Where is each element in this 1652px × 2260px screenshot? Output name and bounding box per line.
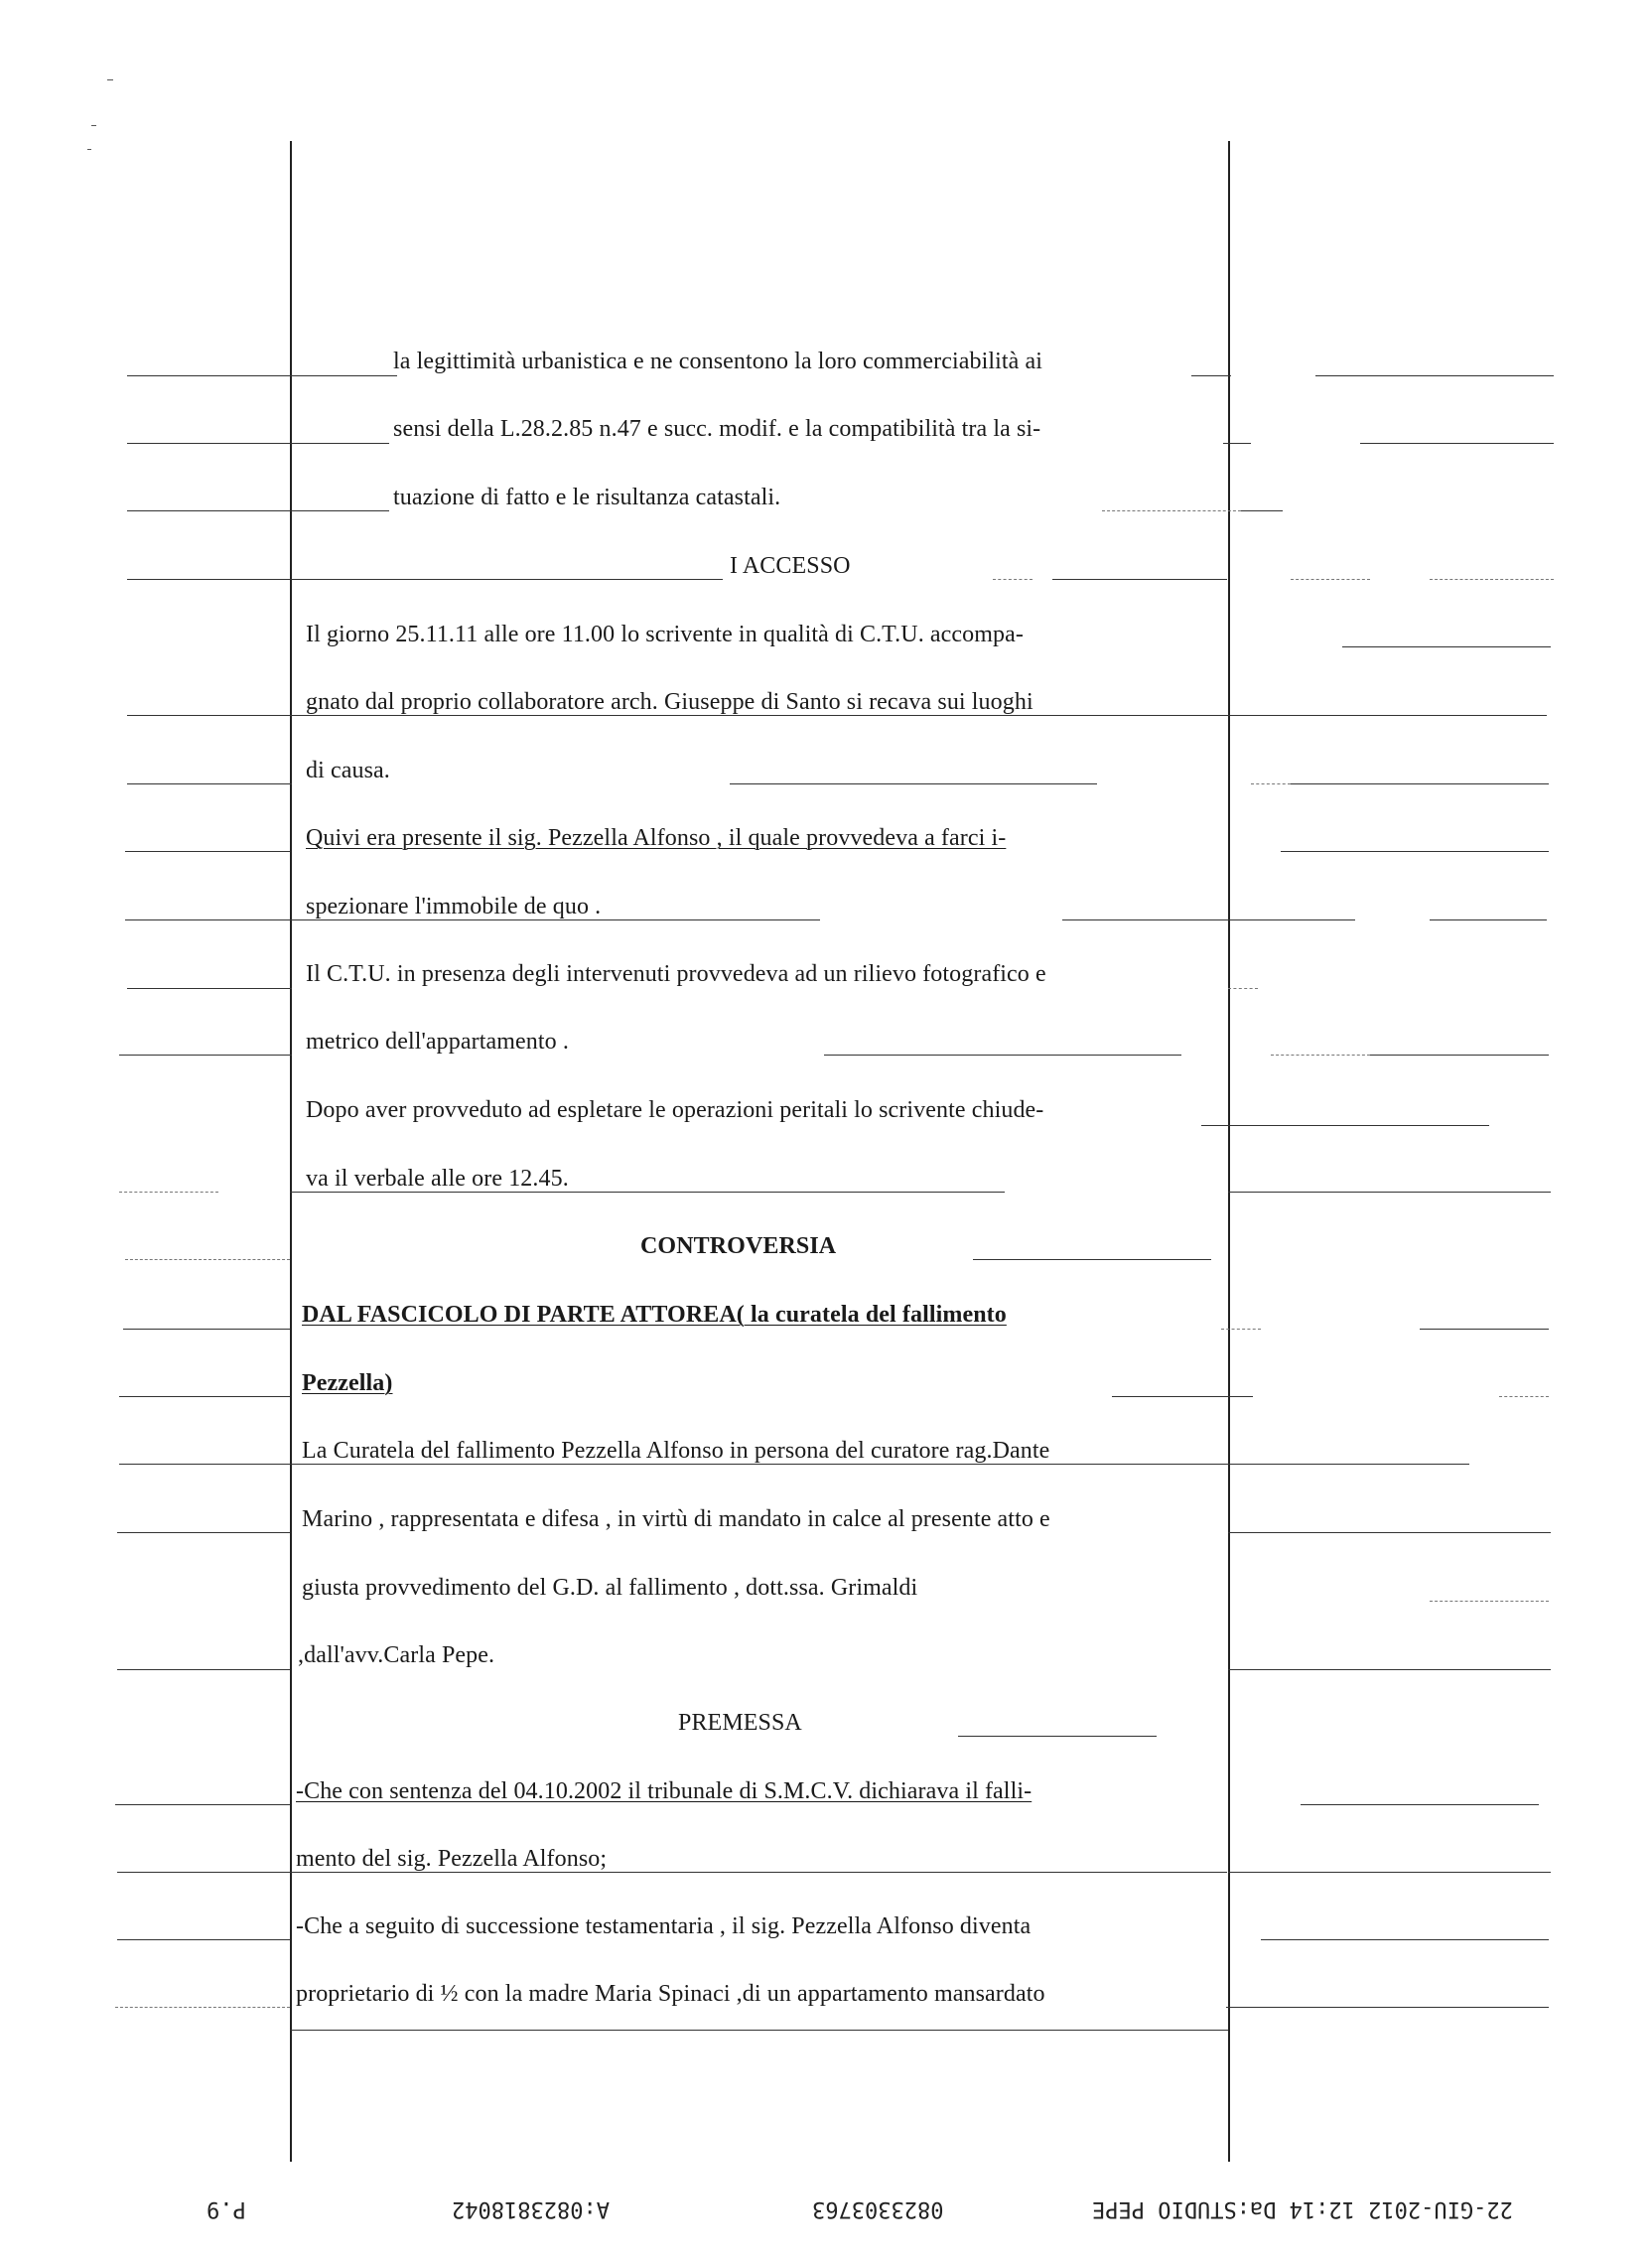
fax-recipient: A:0823818042 bbox=[452, 2196, 610, 2221]
heading-fascicolo-cont: Pezzella) bbox=[302, 1370, 393, 1396]
text-line: va il verbale alle ore 12.45. bbox=[306, 1166, 569, 1192]
heading-accesso: I ACCESSO bbox=[730, 553, 851, 579]
text-line: -Che a seguito di successione testamentaria , il sig. Pezzella Alfonso diventa bbox=[296, 1913, 1032, 1939]
text-line: mento del sig. Pezzella Alfonso; bbox=[296, 1846, 608, 1872]
text-line: di causa. bbox=[306, 758, 390, 783]
text-line: Il C.T.U. in presenza degli intervenuti provvedeva ad un rilievo fotografico e bbox=[306, 961, 1046, 987]
text-line: gnato dal proprio collaboratore arch. Giuseppe di Santo si recava sui luoghi bbox=[306, 689, 1033, 715]
text-line: spezionare l'immobile de quo . bbox=[306, 894, 602, 919]
fax-page-number: P.9 bbox=[206, 2196, 246, 2221]
heading-controversia: CONTROVERSIA bbox=[640, 1233, 837, 1259]
text-line: Quivi era presente il sig. Pezzella Alfonso , il quale provvedeva a farci i- bbox=[306, 825, 1007, 851]
text-line: ,dall'avv.Carla Pepe. bbox=[298, 1642, 495, 1668]
text-line: tuazione di fatto e le risultanza catastali. bbox=[393, 485, 781, 510]
text-line: Marino , rappresentata e difesa , in virtù di mandato in calce al presente atto e bbox=[302, 1506, 1050, 1532]
left-margin-line bbox=[290, 141, 292, 2162]
scan-speck bbox=[107, 79, 113, 80]
heading-fascicolo: DAL FASCICOLO DI PARTE ATTOREA( la curatela del fallimento bbox=[302, 1302, 1007, 1328]
text-line: giusta provvedimento del G.D. al fallimento , dott.ssa. Grimaldi bbox=[302, 1575, 918, 1601]
heading-premessa: PREMESSA bbox=[678, 1710, 802, 1736]
right-margin-line bbox=[1228, 141, 1230, 2162]
text-line: Dopo aver provveduto ad espletare le operazioni peritali lo scrivente chiude- bbox=[306, 1097, 1044, 1123]
fax-sender-number: 0823303763 bbox=[812, 2196, 944, 2221]
text-line: La Curatela del fallimento Pezzella Alfonso in persona del curatore rag.Dante bbox=[302, 1438, 1050, 1464]
fax-datetime-sender: 22-GIU-2012 12:14 Da:STUDIO PEPE bbox=[1092, 2196, 1513, 2221]
scan-speck bbox=[87, 149, 91, 150]
text-line: metrico dell'appartamento . bbox=[306, 1029, 569, 1055]
text-line: proprietario di ½ con la madre Maria Spinaci ,di un appartamento mansardato bbox=[296, 1981, 1045, 2007]
scan-speck bbox=[91, 125, 96, 126]
text-line: la legittimità urbanistica e ne consentono la loro commerciabilità ai bbox=[393, 349, 1043, 374]
text-line: -Che con sentenza del 04.10.2002 il tribunale di S.M.C.V. dichiarava il falli- bbox=[296, 1778, 1032, 1804]
text-line: Il giorno 25.11.11 alle ore 11.00 lo scrivente in qualità di C.T.U. accompa- bbox=[306, 622, 1024, 647]
text-line: sensi della L.28.2.85 n.47 e succ. modif. e la compatibilità tra la si- bbox=[393, 416, 1041, 442]
